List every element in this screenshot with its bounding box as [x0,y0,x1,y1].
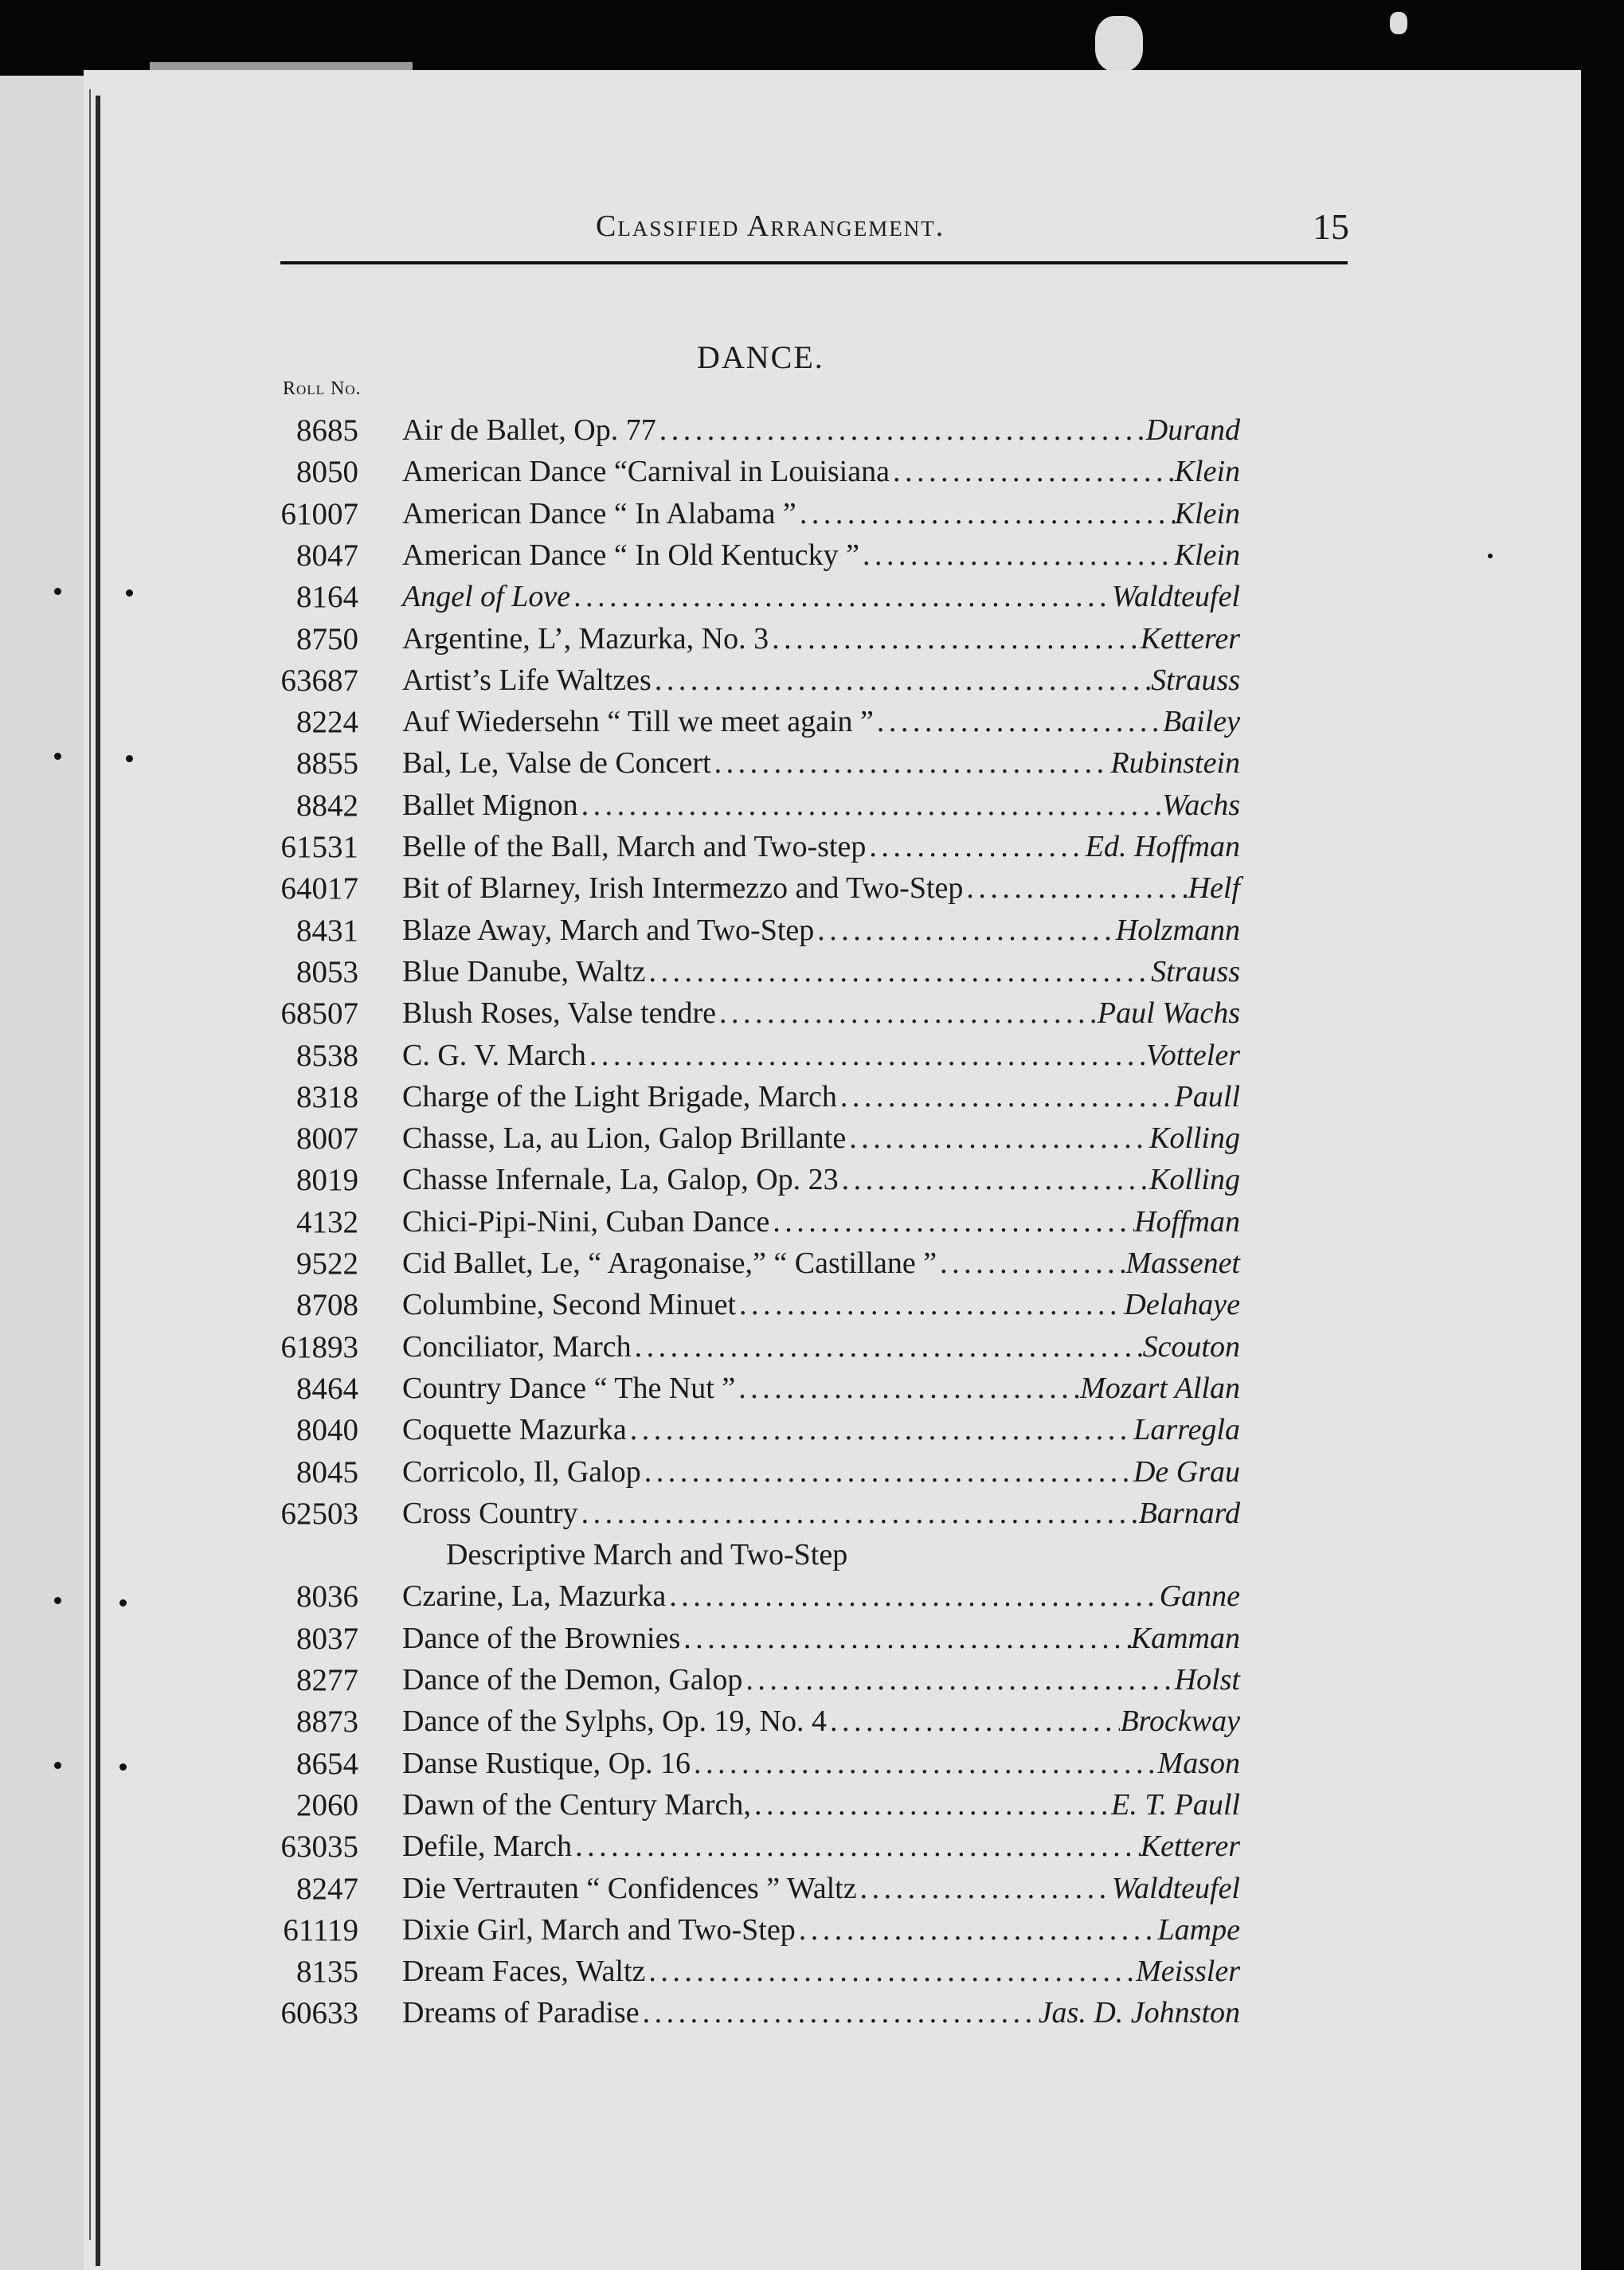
entry-title: Argentine, L’, Mazurka, No. 3 [402,621,769,656]
list-item [0,1995,1354,2037]
entry-title: Charge of the Light Brigade, March [402,1079,837,1113]
entry-composer: Waldteufel [1111,1871,1240,1905]
entry-line [402,954,1240,989]
entry-line [402,1121,1240,1156]
entry-title: Dance of the Sylphs, Op. 19, No. 4 [402,1704,827,1739]
list-item [0,1246,1354,1287]
entry-title: Ballet Mignon [402,788,578,822]
dot-leader [866,829,1085,864]
dot-leader [859,538,1175,573]
entry-title: Chasse, La, au Lion, Galop Brillante [402,1121,847,1156]
roll-number: 8708 [296,1288,358,1323]
dot-leader [586,1038,1146,1073]
entry-line [402,788,1240,823]
dot-leader [963,871,1188,906]
entry-title: C. G. V. March [402,1038,586,1072]
entry-title: Corricolo, Il, Galop [402,1454,641,1489]
list-item [0,1204,1354,1246]
entry-composer: Ketterer [1140,621,1240,656]
roll-number: 63687 [280,663,358,698]
list-item [0,454,1354,495]
entry-title: Bal, Le, Valse de Concert [402,746,711,781]
entry-composer: Ketterer [1140,1830,1240,1864]
list-item [0,788,1354,829]
dot-leader [796,1912,1158,1947]
dot-leader [846,1121,1149,1156]
roll-number: 8040 [296,1413,358,1448]
roll-number: 61007 [280,496,358,531]
entry-title: Blue Danube, Waltz [402,954,646,988]
entry-title: Dawn of the Century March, [402,1787,751,1822]
list-item [0,1121,1354,1162]
list-item [0,1038,1354,1079]
entry-line [402,621,1240,656]
entry-title: Conciliator, March [402,1329,632,1364]
entry-title: Dance of the Brownies [402,1621,681,1655]
running-header-title: Classified Arrangement. [596,209,945,243]
entry-title: Dixie Girl, March and Two-Step [402,1912,796,1947]
dot-leader [572,1829,1141,1864]
list-item [0,1371,1354,1412]
entry-line [402,1079,1240,1114]
entry-line [402,1204,1240,1239]
entry-composer: Klein [1174,496,1240,530]
top-edge-strip [150,62,413,70]
entry-composer: Lampe [1157,1912,1240,1947]
entry-composer: Holzmann [1115,913,1240,947]
list-item [0,1454,1354,1496]
entry-title: Artist’s Life Waltzes [402,663,652,697]
dot-leader [570,579,1112,614]
entry-title: Coquette Mazurka [402,1413,627,1447]
dot-leader [652,663,1151,698]
roll-number: 8164 [296,580,358,615]
list-item [0,871,1354,912]
dot-leader [769,621,1141,656]
roll-number: 2060 [296,1787,358,1822]
list-item [0,1829,1354,1870]
entry-line [402,913,1240,948]
roll-number: 8464 [296,1371,358,1406]
roll-number: 60633 [280,1996,358,2031]
entry-composer: Hoffman [1134,1204,1240,1239]
entry-composer: De Grau [1133,1454,1240,1489]
dot-leader [632,1329,1143,1364]
list-item [0,1287,1354,1329]
entry-title: Columbine, Second Minuet [402,1288,737,1322]
entry-line [402,746,1240,781]
entry-composer: Klein [1174,538,1240,572]
roll-number: 64017 [280,871,358,906]
dot-leader [751,1787,1111,1822]
entry-title: Die Vertrauten “ Confidences ” Waltz [402,1871,857,1905]
entry-line [402,1454,1240,1489]
entry-line [402,1954,1240,1989]
entry-composer: Wachs [1162,788,1240,822]
roll-number: 8045 [296,1454,358,1489]
roll-number: 8873 [296,1704,358,1740]
roll-number: 8431 [296,913,358,948]
entry-title: Cross Country [402,1496,578,1530]
list-item-continuation [0,1537,1354,1579]
dot-leader [796,496,1175,531]
entry-title: Czarine, La, Mazurka [402,1579,667,1614]
entry-line [402,1329,1240,1364]
dot-leader [814,913,1115,948]
roll-number: 8538 [296,1038,358,1073]
entry-line [402,871,1240,906]
roll-number: 8007 [296,1121,358,1157]
dot-leader [769,1204,1134,1239]
dot-leader [937,1246,1125,1281]
margin-dot [1488,554,1493,558]
roll-number: 8318 [296,1079,358,1114]
entry-line [402,1787,1240,1822]
list-item [0,1746,1354,1787]
scan-speck [1390,12,1407,34]
entry-title: Belle of the Ball, March and Two-step [402,830,867,863]
list-item [0,579,1354,620]
entry-line [402,1871,1240,1906]
dot-leader [716,996,1098,1031]
entry-composer: Helf [1188,871,1240,906]
entry-title: American Dance “ In Old Kentucky ” [402,538,859,572]
section-heading: DANCE. [697,339,824,375]
dot-leader [736,1287,1124,1322]
list-item [0,1662,1354,1704]
entry-line [402,496,1240,531]
dot-leader [578,788,1163,823]
dot-leader [735,1371,1080,1406]
entry-composer: E. T. Paull [1111,1787,1240,1822]
list-item [0,704,1354,746]
entry-line [402,996,1240,1031]
list-item [0,1079,1354,1121]
list-item [0,829,1354,871]
entry-line [402,1912,1240,1947]
list-item [0,538,1354,579]
entry-composer: Holst [1174,1663,1240,1697]
dot-leader [641,1454,1133,1489]
entry-composer: Larregla [1133,1413,1240,1447]
entry-title: Chasse Infernale, La, Galop, Op. 23 [402,1163,839,1197]
roll-number: 8037 [296,1621,358,1656]
entry-title: Blaze Away, March and Two-Step [402,913,815,947]
entry-line [402,663,1240,698]
list-item [0,1954,1354,1995]
roll-number: 8277 [296,1663,358,1697]
list-item [0,1496,1354,1537]
entry-composer: Rubinstein [1110,746,1240,781]
entry-composer: Ganne [1159,1579,1240,1614]
entry-line [402,579,1240,614]
list-item [0,663,1354,704]
entry-line [402,1287,1240,1322]
list-item [0,913,1354,954]
list-item [0,1912,1354,1954]
entry-title: Danse Rustique, Op. 16 [402,1746,691,1780]
entry-composer: Ed. Hoffman [1085,830,1240,863]
roll-number: 8685 [296,413,358,448]
entry-title: American Dance “Carnival in Louisiana [402,455,890,489]
entry-composer: Bailey [1162,705,1240,739]
entry-line [402,1746,1240,1781]
entry-composer: Barnard [1138,1496,1240,1530]
entry-composer: Delahaye [1124,1288,1240,1322]
header-rule [280,261,1348,264]
dot-leader [742,1662,1174,1697]
dot-leader [827,1704,1120,1739]
entry-line [402,1829,1240,1864]
entry-composer: Brockway [1120,1704,1240,1739]
entry-line [402,1371,1240,1406]
column-label-roll-no: Roll No. [283,378,362,399]
roll-number: 8247 [296,1871,358,1906]
dot-leader [656,413,1146,448]
list-item [0,1412,1354,1454]
roll-number: 61531 [280,830,358,864]
dot-leader [890,454,1175,489]
entry-line [402,1496,1240,1531]
entry-title: Auf Wiedersehn “ Till we meet again ” [402,705,874,739]
entry-title: Country Dance “ The Nut ” [402,1371,736,1405]
entry-title: Chici-Pipi-Nini, Cuban Dance [402,1204,770,1239]
entry-title: Dreams of Paradise [402,1996,640,2030]
roll-number: 61893 [280,1329,358,1364]
entry-composer: Durand [1145,413,1240,447]
entry-line [402,1579,1240,1614]
dot-leader [857,1871,1112,1906]
entry-composer: Paull [1174,1079,1240,1113]
entry-composer: Klein [1174,455,1240,489]
dot-leader [666,1579,1159,1614]
roll-number: 68507 [280,996,358,1031]
entry-line [402,454,1240,489]
dot-leader [640,1995,1039,2030]
list-item [0,1871,1354,1912]
list-item [0,1704,1354,1745]
entry-composer: Waldteufel [1111,580,1240,614]
dot-leader [837,1079,1175,1114]
entry-composer: Jas. D. Johnston [1038,1996,1240,2030]
entry-title: Air de Ballet, Op. 77 [402,413,656,447]
entry-composer: Votteler [1145,1038,1240,1072]
entry-composer: Massenet [1125,1247,1240,1280]
entry-line [402,1162,1240,1197]
roll-number: 8750 [296,621,358,656]
entry-title: Dream Faces, Waltz [402,1955,646,1989]
entry-line [402,1662,1240,1697]
entry-line [402,538,1240,573]
list-item [0,954,1354,996]
entry-title: Bit of Blarney, Irish Intermezzo and Two-Step [402,871,964,906]
list-item [0,1621,1354,1662]
entry-title: American Dance “ In Alabama ” [402,496,796,530]
entry-line [402,1704,1240,1739]
list-item [0,996,1354,1037]
roll-number: 8019 [296,1163,358,1198]
entry-title: Cid Ballet, Le, “ Aragonaise,” “ Castillane ” [402,1247,937,1280]
entry-composer: Strauss [1151,954,1240,988]
entry-line [402,704,1240,739]
roll-number: 8135 [296,1955,358,1990]
list-item [0,746,1354,787]
entry-composer: Strauss [1151,663,1240,697]
roll-number: 8842 [296,788,358,823]
entry-composer: Meissler [1136,1955,1240,1989]
entry-composer: Mozart Allan [1080,1371,1240,1405]
roll-number: 63035 [280,1830,358,1865]
dot-leader [711,746,1111,781]
entry-line [402,1038,1240,1073]
dot-leader [874,704,1163,739]
list-item [0,413,1354,454]
list-item [0,1329,1354,1371]
entry-title: Blush Roses, Valse tendre [402,996,717,1031]
dot-leader [627,1412,1134,1447]
roll-number: 9522 [296,1247,358,1281]
entry-composer: Paul Wachs [1097,996,1240,1031]
dot-leader [578,1496,1139,1531]
roll-number: 8050 [296,455,358,490]
dot-leader [645,1954,1136,1989]
roll-number: 8224 [296,705,358,740]
entry-title: Angel of Love [402,580,571,614]
entry-line [402,413,1240,448]
entry-subtitle: Descriptive March and Two-Step [446,1538,848,1572]
roll-number: 8855 [296,746,358,781]
dot-leader [645,954,1151,989]
roll-number: 61119 [283,1912,358,1947]
entry-line [402,1995,1240,2030]
list-item [0,1787,1354,1829]
scan-speck [1095,16,1143,72]
entry-title: Defile, March [402,1830,573,1864]
entry-composer: Kolling [1149,1121,1240,1156]
entry-composer: Kolling [1149,1163,1240,1197]
dot-leader [691,1746,1158,1781]
roll-number: 8654 [296,1746,358,1781]
dot-leader [680,1621,1130,1656]
roll-number: 62503 [280,1496,358,1531]
entry-line [402,1621,1240,1656]
entry-line [402,1412,1240,1447]
roll-number: 8036 [296,1579,358,1614]
list-item [0,621,1354,663]
list-item [0,496,1354,538]
entry-line [402,1246,1240,1281]
entry-title: Dance of the Demon, Galop [402,1663,743,1697]
entry-composer: Scouton [1142,1329,1240,1364]
list-item [0,1579,1354,1620]
roll-number: 8053 [296,954,358,989]
entry-composer: Mason [1157,1746,1240,1780]
dot-leader [839,1162,1149,1197]
roll-number: 8047 [296,538,358,573]
page-number: 15 [1313,206,1349,247]
entry-composer: Kamman [1130,1621,1240,1655]
entry-line [402,829,1240,864]
roll-number: 4132 [296,1204,358,1239]
list-item [0,1162,1354,1203]
